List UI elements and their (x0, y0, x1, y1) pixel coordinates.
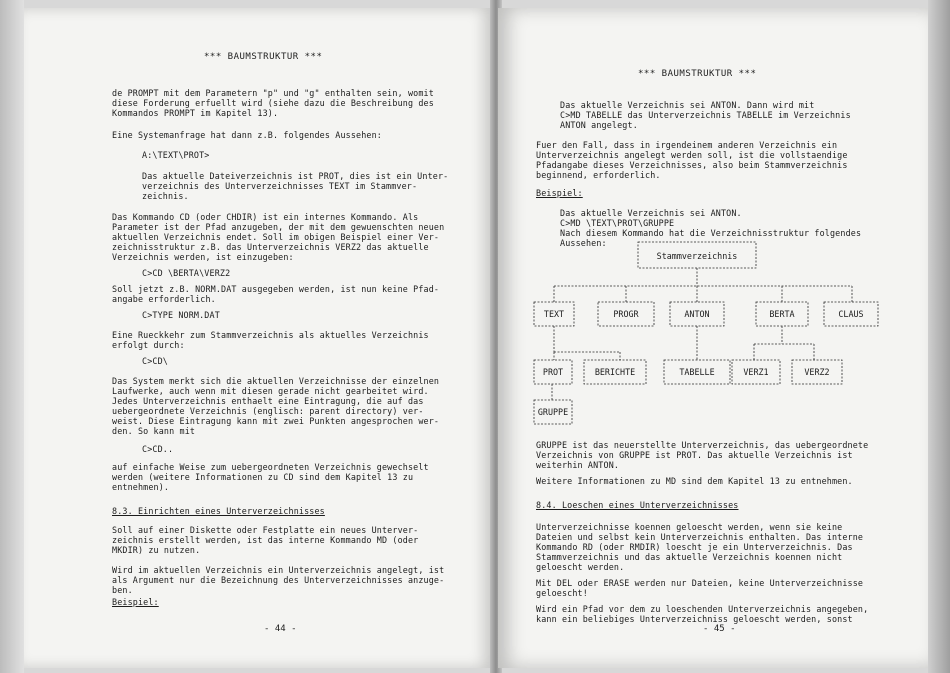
left-text-line: C>TYPE NORM.DAT (142, 310, 220, 320)
left-text-line: Parameter ist der Pfad anzugeben, der mit dem gewuenschten neuen (112, 222, 445, 232)
right-text-line: geloescht werden. (536, 562, 625, 572)
left-page-number: - 44 - (264, 624, 297, 634)
left-text-line: Soll jetzt z.B. NORM.DAT ausgegeben werden, ist nun keine Pfad- (112, 284, 440, 294)
left-text-line: MKDIR) zu nutzen. (112, 545, 201, 555)
left-text-line: auf einfache Weise zum uebergeordneten Verzeichnis gewechselt (112, 462, 429, 472)
tree-root-label: Stammverzeichnis (656, 251, 738, 261)
left-text-line: C>CD \BERTA\VERZ2 (142, 268, 231, 278)
right-text-line: C>MD \TEXT\PROT\GRUPPE (560, 218, 675, 228)
right-page (498, 8, 928, 668)
right-text-line: Stammverzeichnis und das aktuelle Verzeichnis koennen nicht (536, 552, 843, 562)
left-text-line: zeichnis. (142, 191, 189, 201)
right-text-line: Dateien und selbst kein Unterverzeichnis enthalten. Das interne (536, 532, 864, 542)
tree-node-verz1: VERZ1 (743, 367, 769, 377)
left-text-line: Das aktuelle Dateiverzeichnis ist PROT, dies ist ein Unter- (142, 171, 449, 181)
right-text-line: Das aktuelle Verzeichnis sei ANTON. Dann wird mit (560, 100, 815, 110)
right-text-line: GRUPPE ist das neuerstellte Unterverzeichnis, das uebergeordnete (536, 440, 869, 450)
tree-node-anton: ANTON (684, 309, 710, 319)
left-text-line: zeichnis erstellt werden, ist das interne Kommando MD (oder (112, 535, 419, 545)
right-text-line: Verzeichnis von GRUPPE ist PROT. Das aktuelle Verzeichnis ist (536, 450, 853, 460)
left-text-line: A:\TEXT\PROT> (142, 150, 210, 160)
tree-node-berta: BERTA (769, 309, 795, 319)
left-text-line: angabe erforderlich. (112, 294, 216, 304)
right-text-line: Mit DEL oder ERASE werden nur Dateien, keine Unterverzeichnisse (536, 578, 864, 588)
right-text-line: ANTON angelegt. (560, 120, 638, 130)
tree-node-text: TEXT (543, 309, 565, 319)
left-text-line: Das System merkt sich die aktuellen Verzeichnisse der einzelnen (112, 376, 440, 386)
directory-tree-diagram (532, 240, 882, 430)
left-text-line: Jedes Unterverzeichnis enthaelt eine Eintragung, die auf das (112, 396, 424, 406)
tree-node-verz2: VERZ2 (804, 367, 830, 377)
left-text-line: Das Kommando CD (oder CHDIR) ist ein internes Kommando. Als (112, 212, 419, 222)
left-text-line: 8.3. Einrichten eines Unterverzeichnisses (112, 506, 325, 516)
right-text-line: Kommando RD (oder RMDIR) loescht je ein Unterverzeichnis. Das (536, 542, 853, 552)
right-text-line: Weitere Informationen zu MD sind dem Kapitel 13 zu entnehmen. (536, 476, 853, 486)
left-text-line: Eine Rueckkehr zum Stammverzeichnis als aktuelles Verzeichnis (112, 330, 429, 340)
right-text-line: Das aktuelle Verzeichnis sei ANTON. (560, 208, 742, 218)
left-text-line: C>CD\ (142, 356, 168, 366)
left-text-line: C>CD.. (142, 444, 174, 454)
right-text-line: Unterverzeichnisse koennen geloescht werden, wenn sie keine (536, 522, 843, 532)
left-text-line: Soll auf einer Diskette oder Festplatte ein neues Unterver- (112, 525, 419, 535)
left-text-line: werden (weitere Informationen zu CD sind dem Kapitel 13 zu (112, 472, 414, 482)
right-text-line: Fuer den Fall, dass in irgendeinem anderen Verzeichnis ein (536, 140, 838, 150)
tree-node-berichte: BERICHTE (594, 367, 636, 377)
left-page (24, 8, 492, 668)
left-page-edge (0, 0, 24, 673)
left-text-line: de PROMPT mit dem Parametern "p" und "g" enthalten sein, womit (112, 88, 434, 98)
right-text-line: Beispiel: (536, 188, 583, 198)
right-text-line: Nach diesem Kommando hat die Verzeichnisstruktur folgendes (560, 228, 862, 238)
left-text-line: uebergeordnete Verzeichnis (englisch: parent directory) ver- (112, 406, 424, 416)
left-text-line: den. So kann mit (112, 426, 196, 436)
right-page-header: *** BAUMSTRUKTUR *** (638, 69, 757, 79)
left-text-line: Kommandos PROMPT im Kapitel 13). (112, 108, 279, 118)
right-page-edge (928, 0, 950, 673)
right-text-line: weiterhin ANTON. (536, 460, 620, 470)
directory-tree-svg (532, 240, 882, 430)
left-text-line: als Argument nur die Bezeichnung des Unterverzeichnisses anzuge- (112, 575, 445, 585)
left-page-header: *** BAUMSTRUKTUR *** (204, 52, 323, 62)
left-text-line: aktuellen Verzeichnis endet. Soll im obigen Beispiel einer Ver- (112, 232, 440, 242)
tree-node-claus: CLAUS (838, 309, 864, 319)
left-text-line: Laufwerke, auch wenn mit diesen gerade nicht gearbeitet wird. (112, 386, 429, 396)
left-text-line: diese Forderung erfuellt wird (siehe dazu die Beschreibung des (112, 98, 434, 108)
tree-node-progr: PROGR (613, 309, 639, 319)
right-page-number: - 45 - (703, 624, 736, 634)
left-text-line: ben. (112, 585, 133, 595)
right-text-line: Unterverzeichnis angelegt werden soll, ist die vollstaendige (536, 150, 848, 160)
left-text-line: zeichnisstruktur z.B. das Unterverzeichnis VERZ2 das aktuelle (112, 242, 429, 252)
right-text-line: geloescht! (536, 588, 588, 598)
left-text-line: Eine Systemanfrage hat dann z.B. folgendes Aussehen: (112, 130, 382, 140)
right-text-line: 8.4. Loeschen eines Unterverzeichnisses (536, 500, 739, 510)
left-text-line: Verzeichnis werden, ist einzugeben: (112, 252, 294, 262)
tree-node-tabelle: TABELLE (679, 367, 715, 377)
left-text-line: erfolgt durch: (112, 340, 185, 350)
tree-node-prot: PROT (542, 367, 564, 377)
left-text-line: entnehmen). (112, 482, 170, 492)
left-text-line: verzeichnis des Unterverzeichnisses TEXT im Stammver- (142, 181, 418, 191)
left-text-line: weist. Diese Eintragung kann mit zwei Punkten angesprochen wer- (112, 416, 440, 426)
left-text-line: Wird im aktuellen Verzeichnis ein Unterverzeichnis angelegt, ist (112, 565, 445, 575)
right-text-line: beginnend, erforderlich. (536, 170, 661, 180)
tree-node-gruppe: GRUPPE (537, 407, 569, 417)
right-text-line: kann ein beliebiges Unterverzeichniss geloescht werden, sonst (536, 614, 853, 624)
left-text-line: Beispiel: (112, 597, 159, 607)
right-text-line: Aussehen: (560, 238, 607, 248)
right-text-line: Pfadangabe dieses Verzeichnisses, also beim Stammverzeichnis (536, 160, 848, 170)
right-text-line: Wird ein Pfad vor dem zu loeschenden Unterverzeichnis angegeben, (536, 604, 869, 614)
right-text-line: C>MD TABELLE das Unterverzeichnis TABELLE im Verzeichnis (560, 110, 851, 120)
